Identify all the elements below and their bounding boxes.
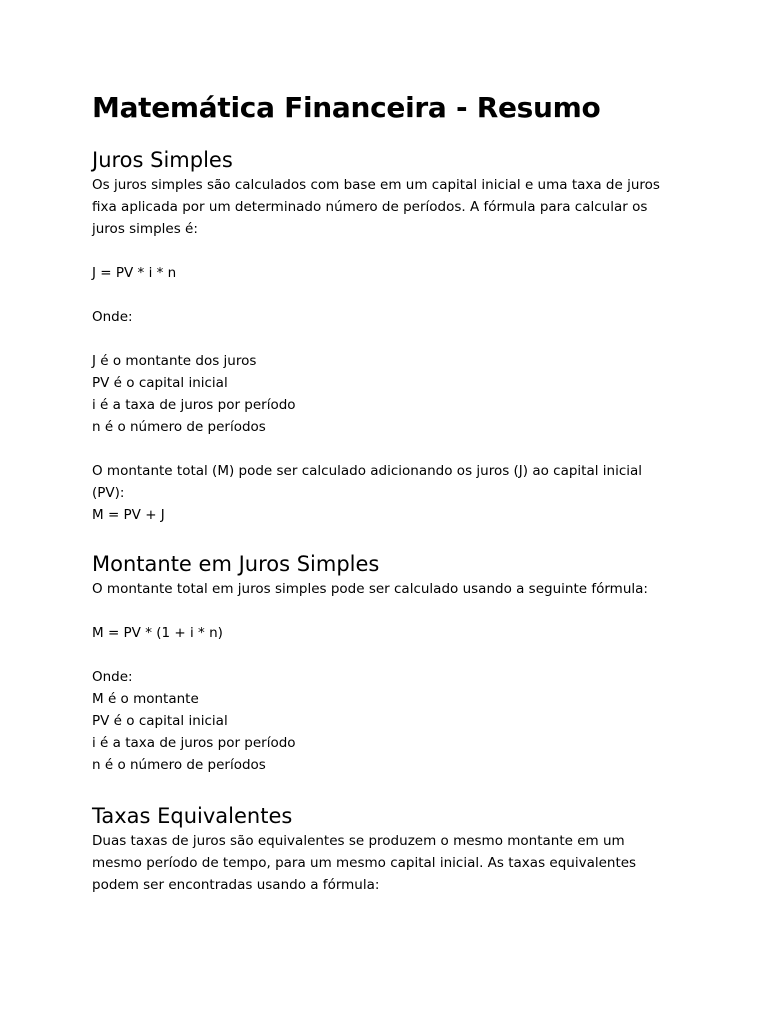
paragraph-line: i é a taxa de juros por período bbox=[92, 735, 296, 751]
paragraph-line: O montante total em juros simples pode ser calculado usando a seguinte fórmula: bbox=[92, 581, 648, 597]
paragraph-line: i é a taxa de juros por período bbox=[92, 397, 296, 413]
section-body bbox=[92, 174, 672, 526]
paragraph-line: n é o número de períodos bbox=[92, 419, 266, 435]
section-body bbox=[92, 578, 672, 776]
paragraph-line: juros simples é: bbox=[92, 221, 198, 237]
section-heading: Juros Simples bbox=[92, 148, 233, 172]
blank-line bbox=[92, 600, 672, 622]
paragraph-line: podem ser encontradas usando a fórmula: bbox=[92, 877, 380, 893]
paragraph-line: M = PV * (1 + i * n) bbox=[92, 625, 223, 641]
paragraph-line: n é o número de períodos bbox=[92, 757, 266, 773]
paragraph-line: Os juros simples são calculados com base em um capital inicial e uma taxa de juros bbox=[92, 177, 660, 193]
section-juros-simples bbox=[92, 146, 672, 526]
paragraph-line: (PV): bbox=[92, 485, 125, 501]
paragraph-line: PV é o capital inicial bbox=[92, 375, 228, 391]
section-body bbox=[92, 830, 672, 896]
paragraph-line: fixa aplicada por um determinado número de períodos. A fórmula para calcular os bbox=[92, 199, 648, 215]
paragraph-line: mesmo período de tempo, para um mesmo capital inicial. As taxas equivalentes bbox=[92, 855, 637, 871]
document-title: Matemática Financeira - Resumo bbox=[92, 91, 601, 124]
section-taxas-equivalentes bbox=[92, 802, 672, 896]
paragraph-line: J é o montante dos juros bbox=[92, 353, 257, 369]
paragraph-line: PV é o capital inicial bbox=[92, 713, 228, 729]
paragraph-line: M é o montante bbox=[92, 691, 199, 707]
blank-line bbox=[92, 240, 672, 262]
paragraph-line: Onde: bbox=[92, 309, 133, 325]
section-heading: Taxas Equivalentes bbox=[92, 804, 293, 828]
blank-line bbox=[92, 644, 672, 666]
blank-line bbox=[92, 284, 672, 306]
paragraph-line: M = PV + J bbox=[92, 507, 165, 523]
paragraph-line: O montante total (M) pode ser calculado adicionando os juros (J) ao capital inicial bbox=[92, 463, 643, 479]
section-heading: Montante em Juros Simples bbox=[92, 552, 380, 576]
paragraph-line: Onde: bbox=[92, 669, 133, 685]
paragraph-line: Duas taxas de juros são equivalentes se produzem o mesmo montante em um bbox=[92, 833, 625, 849]
document-page bbox=[92, 88, 672, 896]
section-montante-juros-simples bbox=[92, 550, 672, 776]
blank-line bbox=[92, 438, 672, 460]
blank-line bbox=[92, 328, 672, 350]
paragraph-line: J = PV * i * n bbox=[92, 265, 177, 281]
